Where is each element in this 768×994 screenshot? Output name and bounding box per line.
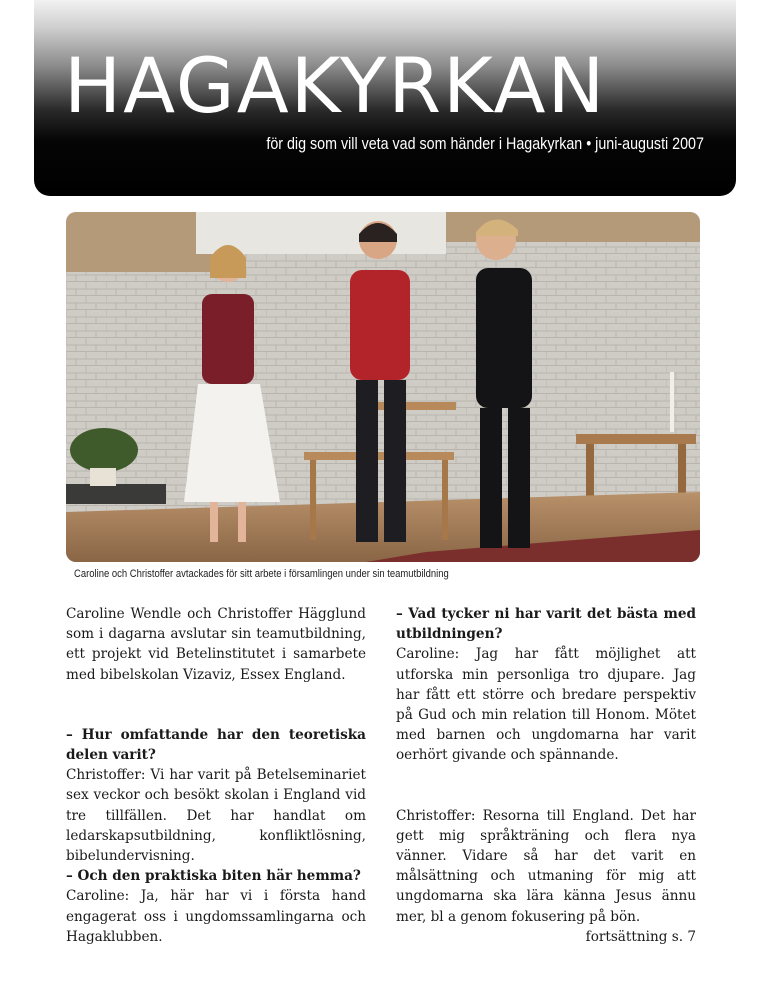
masthead-subtitle: för dig som vill veta vad som händer i Hagakyrkan • juni-augusti 2007 bbox=[266, 134, 704, 153]
question-1: – Hur omfattande har den teoretiska delen varit? bbox=[66, 726, 366, 764]
article-intro: Caroline Wendle och Christoffer Hägglund som i dagarna avslutar sin teamutbildning, ett projekt vid Betelinstitutet i samarbete med bibelskolan Vizaviz, Essex England. bbox=[66, 606, 366, 683]
continued-note: fortsättning s. 7 bbox=[585, 928, 696, 945]
article-column-right bbox=[396, 604, 696, 947]
question-2: – Och den praktiska biten här hemma? bbox=[66, 868, 361, 885]
photo-caption: Caroline och Christoffer avtackades för sitt arbete i församlingen under sin teamutbildning bbox=[74, 568, 449, 580]
paragraph-gap bbox=[396, 786, 696, 806]
answer-2: Caroline: Ja, här har vi i första hand engagerat oss i ungdomssamlingarna och Hagaklubben. bbox=[66, 888, 366, 945]
answer-4-text: Christoffer: Resorna till England. Det har gett mig språkträning och flera nya vänner. Vidare så har det varit en målsättning och utmaning för mig att ungdomarna ska lära känna Jesus ännu mer, bl a genom fokusering på bön. bbox=[396, 807, 696, 925]
paragraph-gap bbox=[66, 705, 366, 725]
answer-3: Caroline: Jag har fått möjlighet att utforska min personliga tro djupare. Jag har fått ett större och bredare perspektiv på Gud och min relation till Honom. Mötet med barnen och ungdomarna har varit oerhört givande och spännande. bbox=[396, 646, 696, 764]
stage-photo bbox=[66, 212, 700, 562]
stage-photo-illustration bbox=[66, 212, 700, 562]
question-3: – Vad tycker ni har varit det bästa med utbildningen? bbox=[396, 606, 696, 643]
paragraph-gap bbox=[66, 685, 366, 705]
masthead-title: HAGAKYRKAN bbox=[64, 41, 607, 130]
masthead bbox=[34, 0, 736, 196]
answer-1: Christoffer: Vi har varit på Betelseminariet sex veckor och besökt skolan i England vid tre tillfällen. Det har handlat om ledarskapsutbildning, konfliktlösning, bibelundervisning. bbox=[66, 767, 366, 865]
article-column-left bbox=[66, 604, 366, 947]
paragraph-gap bbox=[396, 766, 696, 786]
answer-4 bbox=[396, 806, 696, 945]
